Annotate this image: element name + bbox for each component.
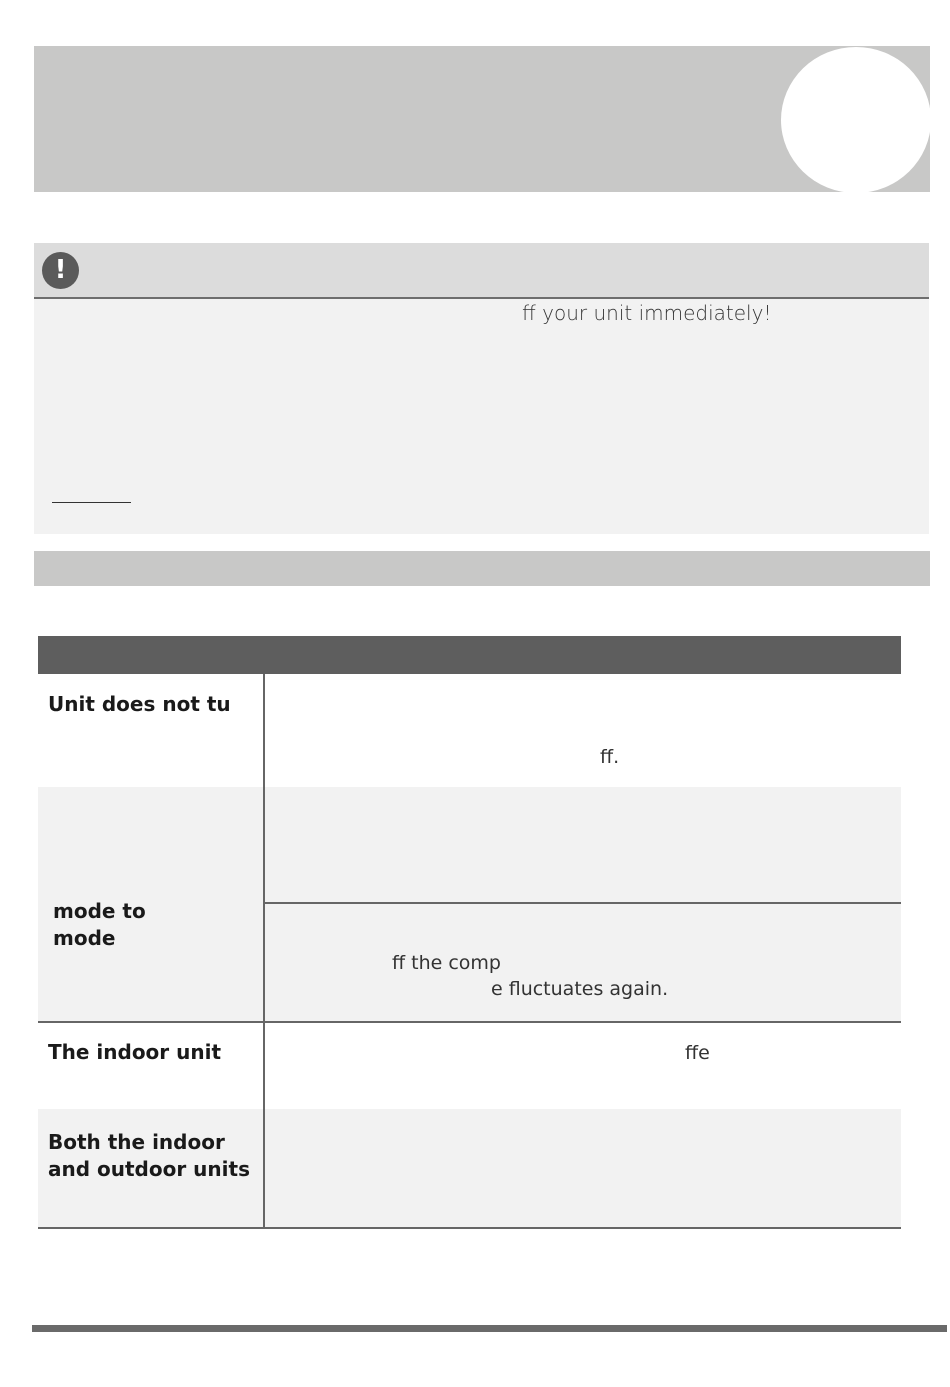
cause-cell bbox=[685, 1040, 710, 1066]
table-row bbox=[38, 1109, 901, 1229]
column-divider bbox=[263, 1109, 265, 1227]
cause-cell bbox=[491, 976, 668, 1002]
table-row bbox=[38, 674, 901, 789]
cause-line: ff the comp bbox=[392, 952, 501, 974]
problem-line: Unit does not tu bbox=[48, 692, 231, 716]
problem-line: and outdoor units bbox=[48, 1157, 250, 1181]
column-divider bbox=[263, 787, 265, 1021]
problem-cell bbox=[48, 691, 231, 718]
problem-cell bbox=[48, 1039, 221, 1066]
section-title-band bbox=[34, 551, 930, 586]
caution-text: ff your unit immediately! bbox=[522, 301, 772, 325]
table-row bbox=[38, 787, 901, 1023]
cause-cell bbox=[392, 950, 501, 976]
caution-header bbox=[34, 243, 929, 299]
problem-line: mode to bbox=[53, 899, 146, 923]
problem-cell bbox=[48, 1129, 250, 1183]
cause-cell bbox=[600, 744, 619, 770]
problem-line: The indoor unit bbox=[48, 1040, 222, 1064]
troubleshooting-table-header bbox=[38, 636, 901, 674]
column-divider bbox=[263, 1021, 265, 1109]
exclamation-icon: ! bbox=[42, 252, 79, 289]
cause-line: ffe bbox=[685, 1042, 710, 1064]
problem-cell bbox=[53, 898, 146, 952]
problem-line: Both the indoor bbox=[48, 1130, 225, 1154]
column-divider bbox=[263, 674, 265, 787]
cause-divider bbox=[265, 902, 901, 904]
table-row bbox=[38, 1021, 901, 1111]
footer-rule bbox=[32, 1325, 947, 1332]
caution-divider bbox=[52, 502, 131, 503]
cause-line: e fluctuates again. bbox=[491, 978, 669, 1000]
caution-panel bbox=[34, 243, 929, 534]
header-circle-badge bbox=[781, 47, 931, 193]
cause-line: ff. bbox=[600, 746, 620, 768]
problem-line: mode bbox=[53, 926, 116, 950]
